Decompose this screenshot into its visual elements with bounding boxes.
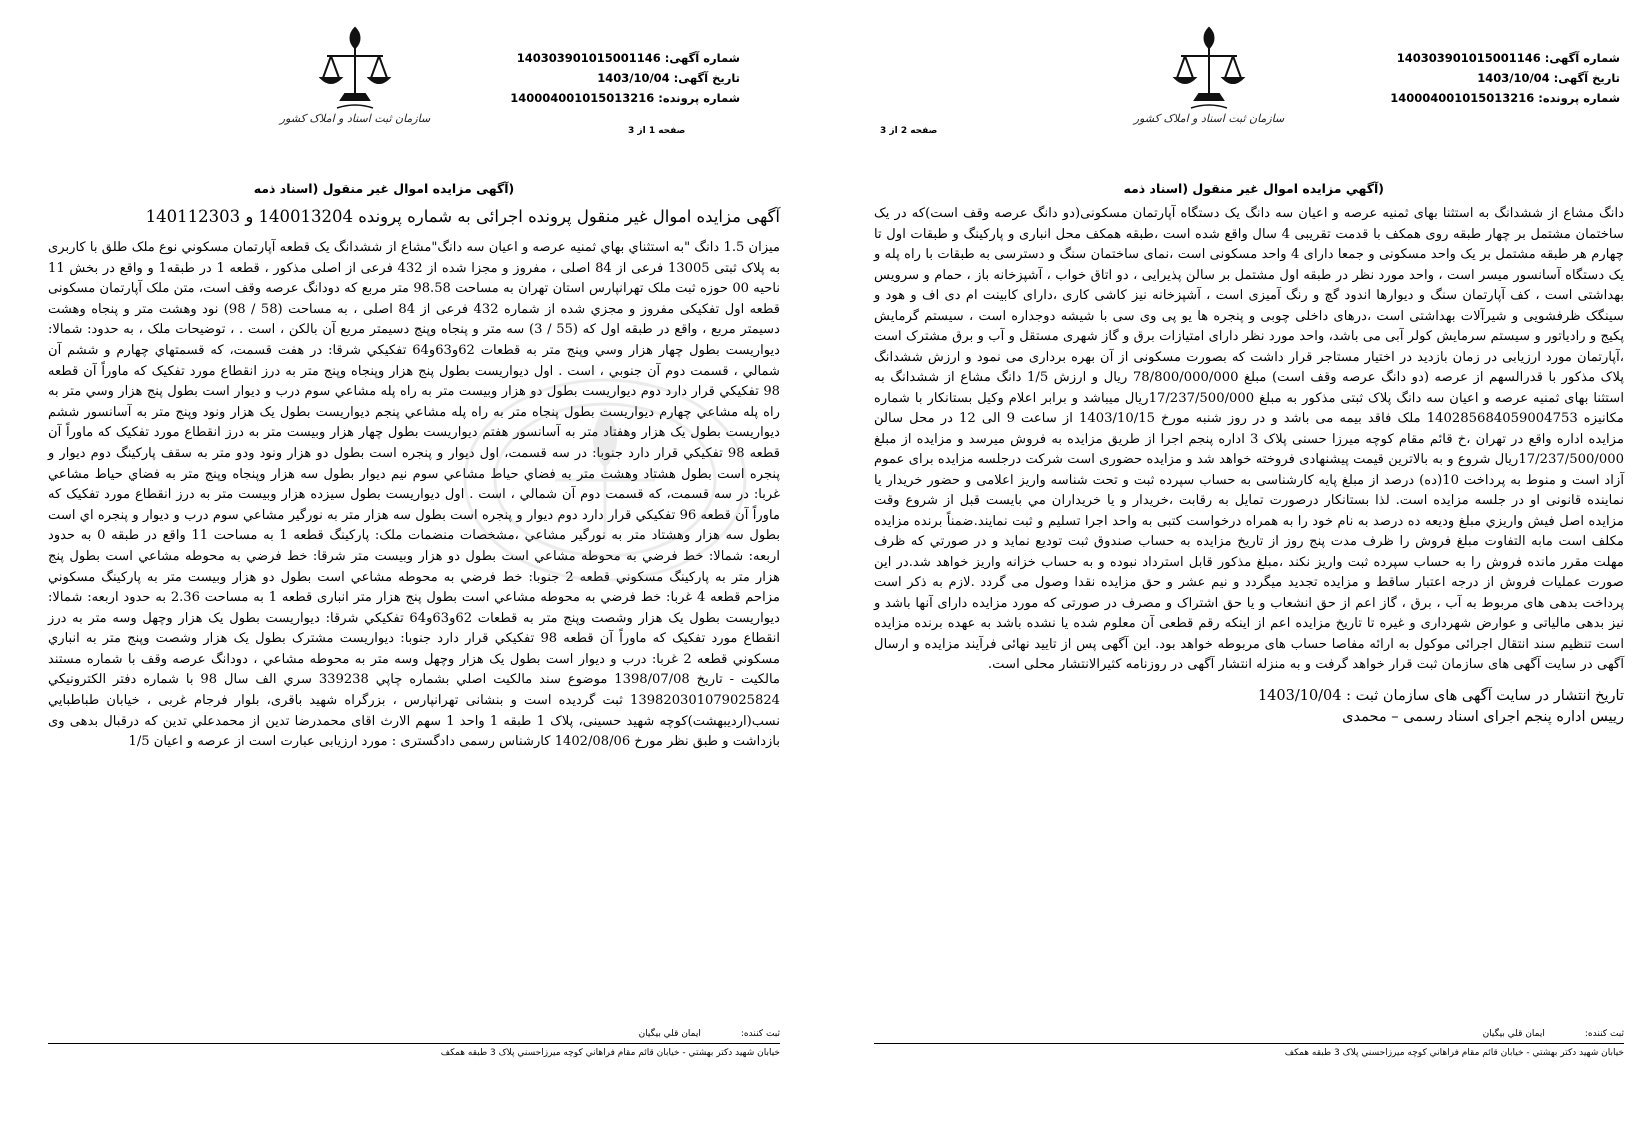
registrant-name: ایمان قلي بیگیان [638, 1029, 701, 1039]
file-number-label: شماره پرونده: [658, 91, 740, 105]
publish-date-line [874, 686, 1624, 707]
signer: رییس اداره پنجم اجرای اسناد رسمی – محمدی [1342, 708, 1624, 725]
ad-date-label: تاریخ آگهی: [1553, 71, 1620, 85]
page-number: صفحه 1 از 3 [628, 126, 686, 136]
office-address: خیابان شهید دکتر بهشتي - خیابان قائم مقام فراهاني کوچه میرزاحسني پلاک 3 طبقه همکف [440, 1048, 780, 1058]
file-number-label: شماره پرونده: [1538, 91, 1620, 105]
ad-date: 1403/10/04 [1477, 71, 1550, 85]
document-page-1 [0, 22, 790, 1122]
page-footer [838, 1027, 1638, 1060]
document-page-2 [838, 22, 1638, 1122]
publish-date: 1403/10/04 [1257, 687, 1342, 704]
ad-number-label: شماره آگهی: [664, 51, 740, 65]
footer-divider [48, 1043, 780, 1044]
judiciary-emblem [1124, 22, 1294, 125]
office-address: خیابان شهید دکتر بهشتي - خیابان قائم مقام فراهاني کوچه میرزاحسني پلاک 3 طبقه همکف [1284, 1048, 1624, 1058]
scales-of-justice-icon [315, 22, 395, 114]
registrant-line [48, 1027, 780, 1041]
registrant-label: ثبت کننده: [1584, 1029, 1624, 1039]
scales-of-justice-icon [1169, 22, 1249, 114]
notice-body: دانگ مشاع از ششدانگ به استثنا بهای ثمنیه عرصه و اعیان سه دانگ یک دستگاه آپارتمان مسکونی(دو دانگ عرصه وقف است)که در یک ساختمان مشتمل بر چهار طبقه روی همکف با قدمت تقریبی 4 سال واقع شده است ،طبقه همکف محل انباری و پارکینگ و طبقات اول تا چهارم هر طبقه مشتمل بر یک واحد مسکونی و جمعا دارای 4 واحد مسکونی است ،نمای ساختمان سنگ و دسترسی به طبقات با راه پله و یک دستگاه آسانسور میسر است ، واحد مورد نظر در طبقه اول مشتمل بر سالن پذیرایی ، دو اتاق خواب ، آشپزخانه باز ، حمام و سرویس بهداشتی است ، کف آپارتمان سنگ و دیوارها اندود گچ و رنگ آمیزی است ، آشپزخانه نیز کاشی کاری ،دارای کابینت ام دی اف و هود و سینگک ظرفشویی و شیرآلات بهداشتی است ،درهای داخلی چوبی و پنجره ها یو پی وی سی با شیشه دوجداره است ، سیستم گرمایش پکیج و رادیاتور و سیستم سرمایش کولر آبی می باشد، واحد مورد نظر دارای امتیازات برق و گاز شهری مستقل و آب و برق مشترک است ،آپارتمان مورد ارزیابی در زمان بازدید در اختیار مستاجر قرار داشت که بصورت مسکونی از آن بهره برداری می نمود و ارزش ششدانگ پلاک مذکور با قدرالسهم از عرصه (دو دانگ عرصه وقف است) مبلغ 78/800/000/000 ریال و ارزش 1/5 دانگ مشاع از ششدانگ به استثنا بهای ثمنیه عرصه و اعیان سه دانگ پلاک ثبتی مذکور به مبلغ 17/237/500/000ریال میباشد و برابر اعلام وکیل بستانکار با شماره مکانیزه 140285684059004753 ملک فاقد بیمه می باشد و در روز شنبه مورخ 1403/10/15 از ساعت 9 الی 12 در محل سالن مزایده اداره واقع در تهران ،خ قائم مقام کوچه میرزا حسنی پلاک 3 اداره پنجم اجرا از طریق مزایده به فروش میرسد و مزایده از مبلغ 17/237/500/000ریال شروع و به بالاترین قیمت پیشنهادی فروخته خواهد شد و مزایده حضوری است شرکت درجلسه مزایده برای عموم آزاد است و منوط به پرداخت 10(ده) درصد از مبلغ پایه کارشناسی به حساب سپرده ثبت و تحت شناسه واریز اعلامی و حضور خریدار یا نماینده قانونی او در جلسه مزایده است. لذا بستانکار درصورت تمایل به رقابت ،خریدار و یا خریداران مي بایست قبل از شروع وقت مزایده اصل فیش واریزي مبلغ ودیعه ده درصد به نام خود را به همراه درخواست کتبی به واحد اجرا تسلیم و ثبت نمایند.ضمناً برنده مزایده مکلف است مابه التفاوت مبلغ فروش را ظرف مدت پنج روز از تاریخ مزایده به حساب صندوق ثبت تودیع نماید و در صورتي که ظرف مهلت مقرر مانده فروش را به حساب سپرده ثبت واریز نکند ،مبلغ مذکور قابل استرداد نبوده و به حساب خزانه واریز خواهد شد.در این صورت عملیات فروش از درجه اعتبار ساقط و مزایده تجدید میگردد و نیم عشر و حق مزایده نقدا وصول می گردد .لازم به ذکر است پرداخت بدهی های مربوط به آب ، برق ، گاز اعم از حق انشعاب و یا حق اشتراک و مصرف در صورتی که مورد مزایده دارای آنها باشد و نیز بدهی مالیاتی و عوارض شهرداری و غیره تا تاریخ مزایده اعم از اینکه رقم قطعی آن معلوم شده یا نشده باشد به عهده برنده مزایده است تنظیم سند انتقال اجرائی موکول به ارائه مفاصا حساب های مربوطه خواهد بود. این آگهی پس از تایید نهائی فرآیند مزایده و ارسال آگهی در سایت آگهی های سازمان ثبت قرار خواهد گرفت و به منزله انتشار آگهی در روزنامه کثیرالانتشار محلی است. [874, 206, 1625, 672]
registrant-line [874, 1027, 1624, 1041]
ad-number: 140303901015001146 [1396, 51, 1541, 65]
emblem-caption: سازمان ثبت اسناد و املاک کشور [1133, 112, 1285, 125]
file-number: 140004001015013216 [1390, 91, 1535, 105]
ad-date-line [510, 68, 740, 88]
registrant-label: ثبت کننده: [740, 1029, 780, 1039]
file-number-line [510, 88, 740, 108]
ad-date-label: تاریخ آگهی: [673, 71, 740, 85]
header-meta [1390, 48, 1620, 108]
ad-number-line [510, 48, 740, 68]
notice-title: (آگهی مزایده اموال غیر منقول (اسناد ذمه [253, 181, 515, 196]
page-number: صفحه 2 از 3 [880, 126, 938, 136]
notice-body: میزان 1.5 دانگ "به استثناي بهاي ثمنيه عرصه و اعيان سه دانگ"مشاع از ششدانگ يک قطعه آپارتمان مسکوني نوع ملک طلق با کاربری به پلاک ثبتی 13005 فرعی از 84 اصلی ، مفروز و مجزا شده از 432 فرعی از اصلی مذکور ، قطعه 1 در طبقه1 و واقع در بخش 11 ناحيه 00 حوزه ثبت ملک تهرانپارس استان تهران به مساحت 98.58 متر مربع که دودانگ عرصه وقف است، متن ملک آپارتمان مسکونی قطعه اول تفکیکی مفروز و مجزي شده از شماره 432 فرعی از 84 اصلی ، به مساحت (58 / 98) نود وهشت متر و پنجاه وهشت دسیمتر مربع ، واقع در طبقه اول که (55 / 3) سه متر و پنجاه وپنج دسیمتر مربع آن بالکن ، است . ، توضیحات ملک ، به حدود: شمالا: دیواریست بطول چهار هزار وسي وپنج متر به قطعات 62و63و64 تفکیکي شرقا: در هفت قسمت، که قسمتهاي چهارم و ششم آن شمالي ، قسمت دوم آن جنوبي ، است . اول دیواریست بطول پنج هزار وپنجاه وپنج متر به درز انقطاع مورد تفکیک که ماوراً آن قطعه 98 تفکیکي قرار دارد دوم دیواریست بطول دو هزار وبیست متر به راه پله مشاعي سوم درب و دیوار است بطول پنج هزار وسي متر به راه پله مشاعي چهارم دیواریست بطول پنجاه متر به راه پله مشاعي پنجم دیواریست بطول یک هزار ونود وپنج متر به آسانسور ششم دیواریست بطول یک هزار وهفتاد متر به آسانسور هفتم دیواریست بطول چهار هزار وبیست متر به درز انقطاع مورد تفکیک که ماوراً آن قطعه 98 تفکیکي قرار دارد جنوبا: در سه قسمت، اول دیوار و پنجره است بطول دو هزار ونود ودو متر به سقف پارکینگ دوم دیوار و پنجره است بطول هشتاد وهشت متر به فضاي حیاط مشاعي سوم نیم دیوار بطول سه هزار وپنجاه وپنج متر به فضاي حیاط مشاعي غربا: در سه قسمت، که قسمت دوم آن شمالي ، است . اول دیواریست بطول سیزده هزار وبیست متر به درز انقطاع مورد تفکیک که ماوراً آن قطعه 96 تفکیکي قرار دارد دوم دیوار و پنجره است بطول سه هزار متر به نورگیر مشاعي سوم درب و دیوار و پنجره اي است بطول سه هزار وهشتاد متر به نورگیر مشاعي ،مشخصات منضمات ملک: پارکینگ قطعه 1 به مساحت 11 واقع در طبقه 0 به حدود اربعه: شمالا: خط فرضي به محوطه مشاعي است بطول دو هزار وبیست متر شرقا: خط فرضي به محوطه مشاعي است بطول پنج هزار متر به پارکینگ مسکوني قطعه 2 جنوبا: خط فرضي به محوطه مشاعي است بطول دو هزار وبیست متر به پارکینگ مسکوني مزاحم قطعه 4 غربا: خط فرضي به محوطه مشاعي است بطول پنج هزار متر انباری قطعه 1 به مساحت 2.36 به حدود اربعه: شمالا: دیواریست بطول یک هزار وشصت وپنج متر به قطعات 62و63و64 تفکیکي شرقا: دیواریست بطول یک هزار وچهل وسه متر به درز انقطاع مورد تفکیک که ماوراً آن قطعه 98 تفکیکي قرار دارد جنوبا: دیواریست مشترک بطول یک هزار وشصت وپنج متر به انباري مسکوني قطعه 2 غربا: درب و دیوار است بطول یک هزار وچهل وسه متر به محوطه مشاعي ، دودانگ عرصه وقف با شماره مستند مالکيت - تاریخ 1398/07/08 موضوع سند مالکيت اصلي بشماره چاپي 339238 سري الف سال 98 با شماره دفتر الکترونيکي 139820301079025824 ثبت گردیده است و بنشانی تهرانپارس ، بزرگراه شهید باقری، بلوار فرجام غربی ، خیابان طباطبايي نسب(اردیبهشت)کوچه شهید حسینی، پلاک 1 طبقه 1 واحد 1 سهم الارث اقای محمدرضا تدین از محمدعلي تدين که درقبال بدهی وی بازداشت و طبق نظر مورخ 1402/08/06 کارشناس رسمی دادگستری : مورد ارزیابی عبارت است از عرصه و اعیان 1/5 [48, 240, 781, 750]
notice-title: (آگهي مزایده اموال غیر منقول (اسناد ذمه [1123, 181, 1384, 196]
header-meta [510, 48, 740, 108]
ad-date: 1403/10/04 [597, 71, 670, 85]
ad-date-line [1390, 68, 1620, 88]
ad-number-label: شماره آگهی: [1544, 51, 1620, 65]
emblem-caption: سازمان ثبت اسناد و املاک کشور [279, 112, 431, 125]
registrant-name: ایمان قلي بیگیان [1482, 1029, 1545, 1039]
notice-subtitle: آگهی مزایده اموال غیر منقول پرونده اجرائی به شماره پرونده 140013204 و 140112303 [145, 207, 780, 226]
file-number-line [1390, 88, 1620, 108]
ad-number-line [1390, 48, 1620, 68]
file-number: 140004001015013216 [510, 91, 655, 105]
page-footer [0, 1027, 790, 1060]
page-header [48, 22, 780, 172]
footer-divider [874, 1043, 1624, 1044]
ad-number: 140303901015001146 [516, 51, 661, 65]
judiciary-emblem [270, 22, 440, 125]
publish-date-label: تاریخ انتشار در سایت آگهی های سازمان ثبت : [1346, 687, 1624, 704]
page-header [874, 22, 1624, 172]
